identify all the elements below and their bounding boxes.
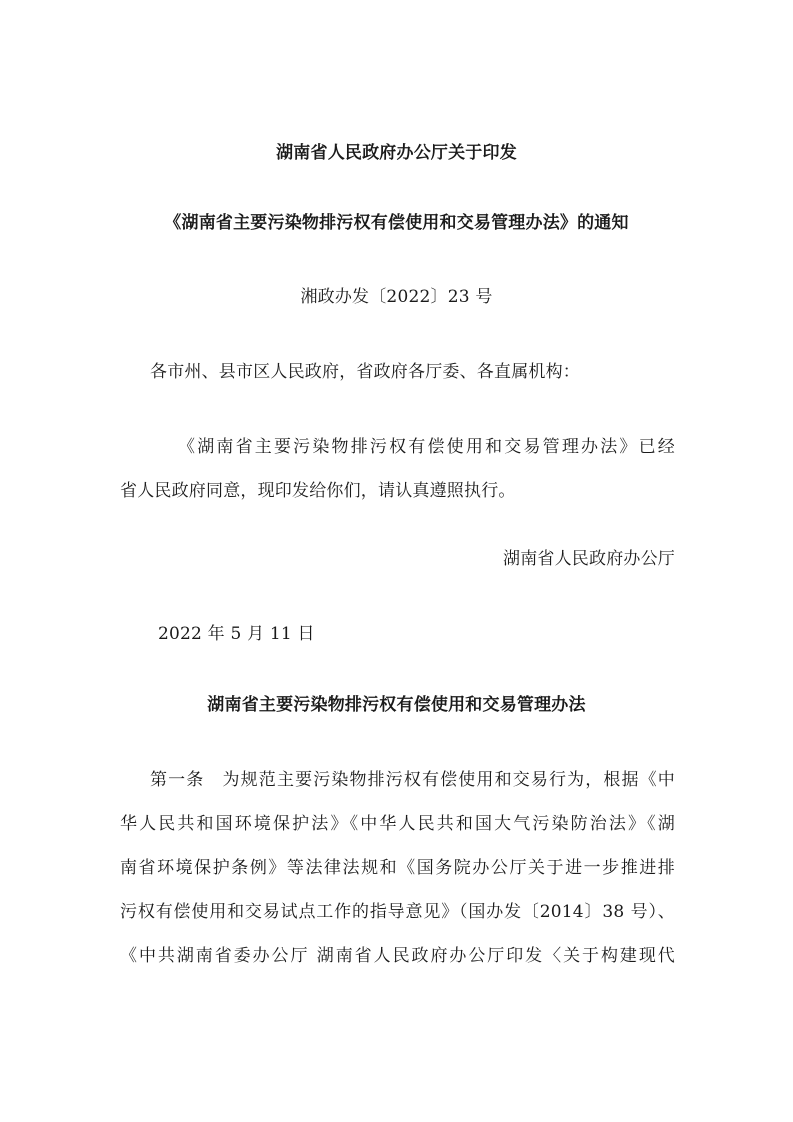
article-1-line-3: 南省环境保护条例》等法律法规和《国务院办公厅关于进一步推进排 — [120, 858, 675, 878]
addressee: 各市州、县市区人民政府，省政府各厅委、各直属机构： — [150, 362, 580, 382]
article-1-line-5: 《中共湖南省委办公厅 湖南省人民政府办公厅印发〈关于构建现代 — [120, 946, 675, 966]
notice-body-line-2: 省人民政府同意，现印发给你们，请认真遵照执行。 — [120, 481, 516, 501]
measures-title: 湖南省主要污染物排污权有偿使用和交易管理办法 — [207, 695, 586, 715]
article-1-line-2: 华人民共和国环境保护法》《中华人民共和国大气污染防治法》《湖 — [120, 814, 675, 834]
notice-body-line-1: 《湖南省主要污染物排污权有偿使用和交易管理办法》已经 — [178, 437, 675, 457]
issue-date: 2022 年 5 月 11 日 — [158, 624, 315, 644]
article-1-line-4: 污权有偿使用和交易试点工作的指导意见》（国办发〔2014〕38 号）、 — [120, 902, 675, 922]
article-1-line-1: 第一条 为规范主要污染物排污权有偿使用和交易行为，根据《中 — [150, 770, 675, 790]
signature-issuer: 湖南省人民政府办公厅 — [503, 549, 675, 569]
document-number: 湘政办发〔2022〕23 号 — [300, 287, 493, 307]
notice-title-line-1: 湖南省人民政府办公厅关于印发 — [276, 143, 517, 163]
notice-title-line-2: 《湖南省主要污染物排污权有偿使用和交易管理办法》的通知 — [164, 213, 629, 233]
